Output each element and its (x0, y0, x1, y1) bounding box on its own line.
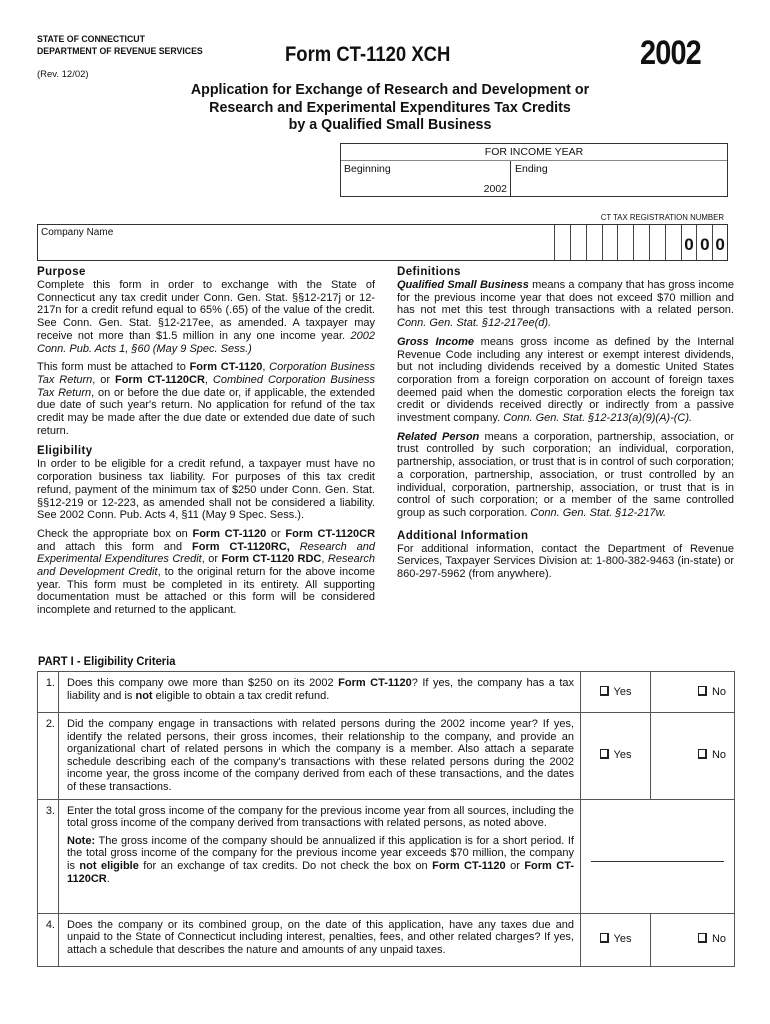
yes-option[interactable] (581, 672, 651, 713)
text-run: Research and Development Credit (37, 553, 375, 579)
income-year-label: FOR INCOME YEAR (341, 144, 727, 161)
text-run: , or (92, 373, 115, 386)
gross-income-input[interactable] (591, 800, 724, 862)
company-name-field[interactable] (37, 224, 728, 261)
purpose-text (37, 279, 375, 437)
paragraph (67, 677, 574, 702)
right-column (397, 266, 734, 587)
paragraph (397, 543, 734, 581)
question-row (38, 672, 735, 713)
text-run: for an exchange of tax credits. Do not check the box on (138, 859, 433, 872)
paragraph (37, 458, 375, 522)
paragraph (397, 336, 734, 425)
text-run: not eligible (79, 859, 139, 872)
gross-income-cell (581, 799, 735, 913)
text-run: . (106, 872, 110, 885)
income-year-box (340, 143, 728, 197)
text-run: means gross income as defined by the Internal Revenue Code including any interest or exempt interest dividends, but not including dividends received by a domestic United States corporation from a foreign corporation on account of foreign taxes deemed paid when the domestic corporation elects the foreign tax credit or dividends received directly or indirectly from a passive investment company. (397, 335, 735, 425)
text-run: means a corporation, partnership, association, or trust controlled by such corporation; an individual, corporation, partnership, association, or trust that is in control of such corporation; a corporation, partnership, association, or trust controlled by an individual, corporation, partnership, association, or trust that is in control of such corporation; or a member of the same controlled group as such corporation. (397, 430, 734, 519)
text-run: Conn. Gen. Stat. §12-213(a)(9)(A)-(C). (503, 412, 693, 425)
company-name-label: Company Name (41, 227, 114, 238)
text-run: , or (201, 553, 222, 566)
paragraph (67, 805, 574, 830)
question-text (59, 713, 581, 800)
text-run: Form CT-1120CR (67, 859, 574, 885)
text-run: , (321, 553, 328, 566)
text-run: Does this company owe more than $250 on its 2002 (67, 677, 339, 689)
text-run: Research and Experimental Expenditures Credit (37, 540, 375, 566)
text-run: , (204, 373, 213, 386)
additional-info-heading: Additional Information (397, 529, 529, 542)
ending-label: Ending (515, 163, 548, 175)
title-line-3: by a Qualified Small Business (288, 116, 492, 133)
paragraph (397, 279, 734, 330)
registration-digit-cell[interactable] (649, 225, 665, 261)
text-run: The gross income of the company should be annualized if this application is for a short period. If the total gross income of the company for the previous income year exceeds $70 million, the company is (67, 834, 574, 872)
yes-label: Yes (613, 933, 632, 946)
text-run: Form CT-1120 (338, 677, 412, 689)
yes-option[interactable] (581, 913, 651, 966)
document-title (77, 81, 704, 134)
question-row (38, 713, 735, 800)
part-1-heading: PART I - Eligibility Criteria (38, 654, 176, 668)
paragraph (67, 919, 574, 957)
yes-label: Yes (613, 685, 632, 698)
paragraph (67, 835, 574, 885)
text-run: Form CT-1120 (192, 527, 267, 540)
no-option[interactable] (651, 672, 735, 713)
text-run: , to the original return for the above income year. This form must be completed in its entirety. All supporting documentation must be attached or this form will be considered incomplete and returned to the applicant. (37, 566, 376, 617)
paragraph (397, 431, 734, 520)
checkbox-icon[interactable] (698, 933, 707, 943)
no-option[interactable] (651, 713, 735, 800)
registration-digit-cell[interactable] (665, 225, 681, 261)
text-run: or (505, 859, 525, 872)
agency-line-1: STATE OF CONNECTICUT (37, 34, 145, 45)
purpose-heading: Purpose (37, 266, 86, 278)
text-run: not (135, 689, 153, 702)
checkbox-icon[interactable] (600, 686, 609, 696)
text-run: Complete this form in order to exchange with the State of Connecticut any tax credit under Conn. Gen. Stat. §§12-217j or 12-217n for a credit refund equal to 65% (.65) of the value of the credit. See Conn. Gen. Stat. §12-217ee, as amended. A taxpayer may receive not more than $1.5 million in any one income year. (37, 279, 375, 342)
text-run: Related Person (397, 430, 480, 443)
beginning-label: Beginning (344, 163, 391, 175)
checkbox-icon[interactable] (698, 686, 707, 696)
registration-digit-cell[interactable] (554, 225, 570, 261)
text-run: Enter the total gross income of the company for the previous income year from all sources, including the total gross income of the company derived from transactions with related persons, as noted above. (67, 804, 574, 830)
question-number: 4. (38, 913, 59, 966)
no-label: No (711, 749, 726, 762)
checkbox-icon[interactable] (698, 749, 707, 759)
additional-info-text (397, 543, 734, 581)
text-run: In order to be eligible for a credit refund, a taxpayer must have no corporation business tax liability. For purposes of this tax credit refund, payment of the minimum tax of $250 under Conn. Gen. Stat. §§12-219 or 12-223, as amended shall not be considered a liability. See 2002 Conn. Pub. Acts 4, §11 (May 9 Spec. Sess.). (37, 458, 375, 522)
definitions-text (397, 279, 734, 520)
eligibility-text (37, 458, 375, 616)
yes-label: Yes (613, 749, 632, 762)
text-run: ? If yes, the company has a tax liability and is (67, 677, 575, 702)
checkbox-icon[interactable] (600, 749, 609, 759)
registration-digit-cell[interactable] (633, 225, 649, 261)
text-run: eligible to obtain a tax credit refund. (152, 689, 330, 702)
question-row (38, 913, 735, 966)
text-run: Corporation Business Tax Return (37, 361, 375, 386)
text-run: Form CT-1120CR (285, 527, 376, 540)
eligibility-heading: Eligibility (37, 445, 93, 458)
yes-option[interactable] (581, 713, 651, 800)
text-run: Check the appropriate box on (37, 527, 193, 540)
registration-digit-cell[interactable]: 0 (712, 225, 728, 261)
title-line-2: Research and Experimental Expenditures Tax Credits (209, 98, 571, 116)
beginning-field[interactable] (341, 161, 511, 197)
text-run: 2002 Conn. Pub. Acts 1, §60 (May 9 Spec. Sess.) (37, 329, 375, 355)
no-label: No (711, 685, 726, 698)
revision-date: (Rev. 12/02) (37, 69, 89, 80)
paragraph (37, 361, 375, 437)
eligibility-criteria-table (37, 671, 735, 967)
text-run: Combined Corporation Business Tax Return (37, 373, 375, 399)
text-run: Form CT-1120 (189, 361, 263, 374)
question-text (59, 799, 581, 913)
text-run: Gross Income (397, 335, 474, 348)
registration-digit-cell[interactable] (570, 225, 586, 261)
agency-name (37, 34, 203, 58)
registration-digit-cell[interactable]: 0 (681, 225, 697, 261)
question-number: 2. (38, 713, 59, 800)
text-run: and attach this form and (37, 540, 192, 553)
registration-number-field[interactable] (554, 225, 728, 261)
text-run (290, 541, 300, 553)
form-year: 2002 (640, 34, 701, 72)
checkbox-icon[interactable] (600, 933, 609, 943)
form-title: Form CT-1120 XCH (285, 43, 451, 66)
question-number: 3. (38, 799, 59, 913)
no-label: No (711, 933, 726, 946)
left-column (37, 266, 375, 623)
text-run: Form CT-1120 (432, 859, 506, 872)
text-run: Conn. Gen. Stat. §12-217ee(d). (397, 317, 552, 330)
question-text (59, 672, 581, 713)
text-run: , on or before the due date or, if applicable, the extended due date of such year's return. No application for refund of the tax credit may be made after the due date or extended due date of such return. (37, 386, 376, 437)
text-run: Does the company or its combined group, on the date of this application, have any taxes due and unpaid to the State of Connecticut including interest, penalties, fees, and other related charges? If yes, attach a schedule that describes the nature and amounts of any unpaid taxes. (67, 918, 574, 956)
beginning-value: 2002 (483, 183, 507, 195)
registration-digit-cell[interactable] (586, 225, 602, 261)
registration-digit-cell[interactable]: 0 (696, 225, 712, 261)
text-run: For additional information, contact the Department of Revenue Services, Taxpayer Services Division at: 1-800-382-9463 (in-state) or 860-297-5962 (from anywhere). (397, 542, 734, 581)
paragraph (37, 528, 375, 617)
text-run: Qualified Small Business (397, 279, 529, 291)
text-run: means a company that has gross income for the previous income year that does not exceed $70 million and has not met this test through transactions with a related person. (397, 279, 734, 317)
question-text (59, 913, 581, 966)
ending-field[interactable] (515, 163, 548, 175)
text-run: This form must be attached to (37, 361, 190, 374)
text-run: , (262, 361, 270, 374)
registration-number-label: CT TAX REGISTRATION NUMBER (600, 212, 724, 222)
text-run: Conn. Gen. Stat. §12-217w. (530, 506, 667, 519)
text-run: Form CT-1120RC, (192, 540, 290, 553)
question-row (38, 799, 735, 913)
question-number: 1. (38, 672, 59, 713)
registration-digit-cell[interactable] (617, 225, 633, 261)
no-option[interactable] (651, 913, 735, 966)
text-run: Form CT-1120CR (114, 373, 205, 386)
title-line-1: Application for Exchange of Research and Development or (190, 81, 590, 98)
text-run: Did the company engage in transactions with related persons during the 2002 income year? If yes, identify the related persons, their gross incomes, their relationship to the company, and provide an organizational chart of related persons in which the company is a member. Also attach a separate schedule describing each of the company's transactions with these related persons during the 2002 income year, the gross income of the company derived from each of these transactions, and the dates of these transactions. (67, 718, 574, 793)
definitions-heading: Definitions (397, 266, 461, 278)
agency-line-2: DEPARTMENT OF REVENUE SERVICES (37, 46, 203, 57)
paragraph (67, 718, 574, 794)
paragraph (37, 279, 375, 355)
text-run: Form CT-1120 RDC (221, 553, 322, 566)
registration-digit-cell[interactable] (602, 225, 618, 261)
text-run: or (266, 527, 286, 540)
text-run: Note: (67, 834, 96, 847)
